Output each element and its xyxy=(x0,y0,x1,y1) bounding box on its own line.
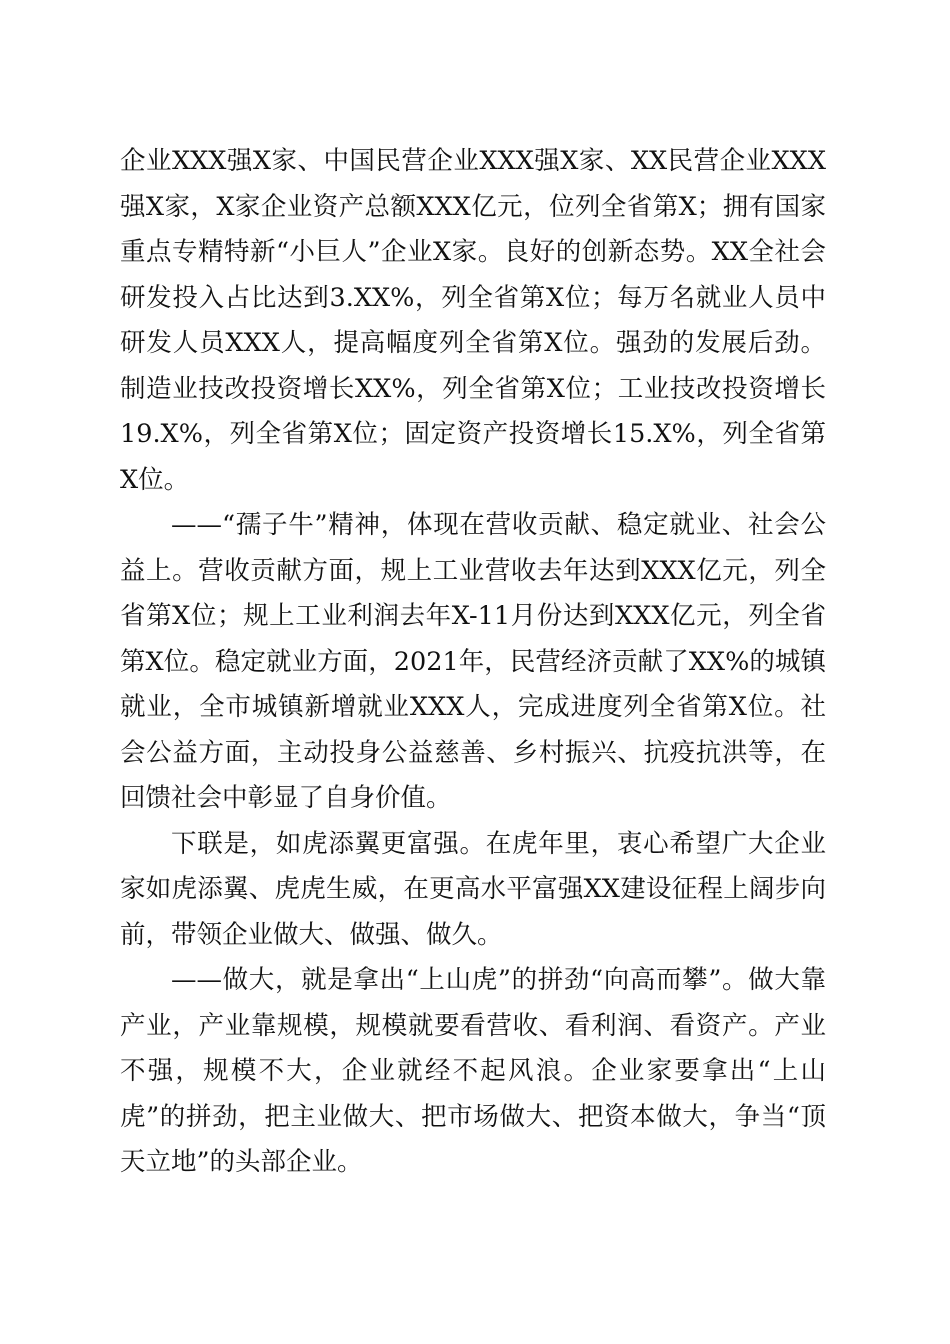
paragraph-1: 企业XXX强X家、中国民营企业XXX强X家、XX民营企业XXX强X家，X家企业资产总额XXX亿元，位列全省第X；拥有国家重点专精特新“小巨人”企业X家。良好的创新态势。XX全社会研发投入占比达到3.XX%，列全省第X位；每万名就业人员中研发人员XXX人，提高幅度列全省第X位。强劲的发展后劲。制造业技改投资增长XX%，列全省第X位；工业技改投资增长19.X%，列全省第X位；固定资产投资增长15.X%，列全省第X位。 xyxy=(120,146,826,495)
paragraph-4: ——做大，就是拿出“上山虎”的拼劲“向高而攀”。做大靠产业，产业靠规模，规模就要看营收、看利润、看资产。产业不强，规模不大，企业就经不起风浪。企业家要拿出“上山虎”的拼劲，把主业做大、把市场做大、把资本做大，争当“顶天立地”的头部企业。 xyxy=(120,965,826,1177)
paragraph-3: 下联是，如虎添翼更富强。在虎年里，衷心希望广大企业家如虎添翼、虎虎生威，在更高水平富强XX建设征程上阔步向前，带领企业做大、做强、做久。 xyxy=(120,828,826,950)
paragraph-2: ——“孺子牛”精神，体现在营收贡献、稳定就业、社会公益上。营收贡献方面，规上工业营收去年达到XXX亿元，列全省第X位；规上工业利润去年X-11月份达到XXX亿元，列全省第X位。稳定就业方面，2021年，民营经济贡献了XX%的城镇就业，全市城镇新增就业XXX人，完成进度列全省第X位。社会公益方面，主动投身公益慈善、乡村振兴、抗疫抗洪等，在回馈社会中彰显了自身价值。 xyxy=(120,510,826,813)
document-body xyxy=(120,139,826,1186)
